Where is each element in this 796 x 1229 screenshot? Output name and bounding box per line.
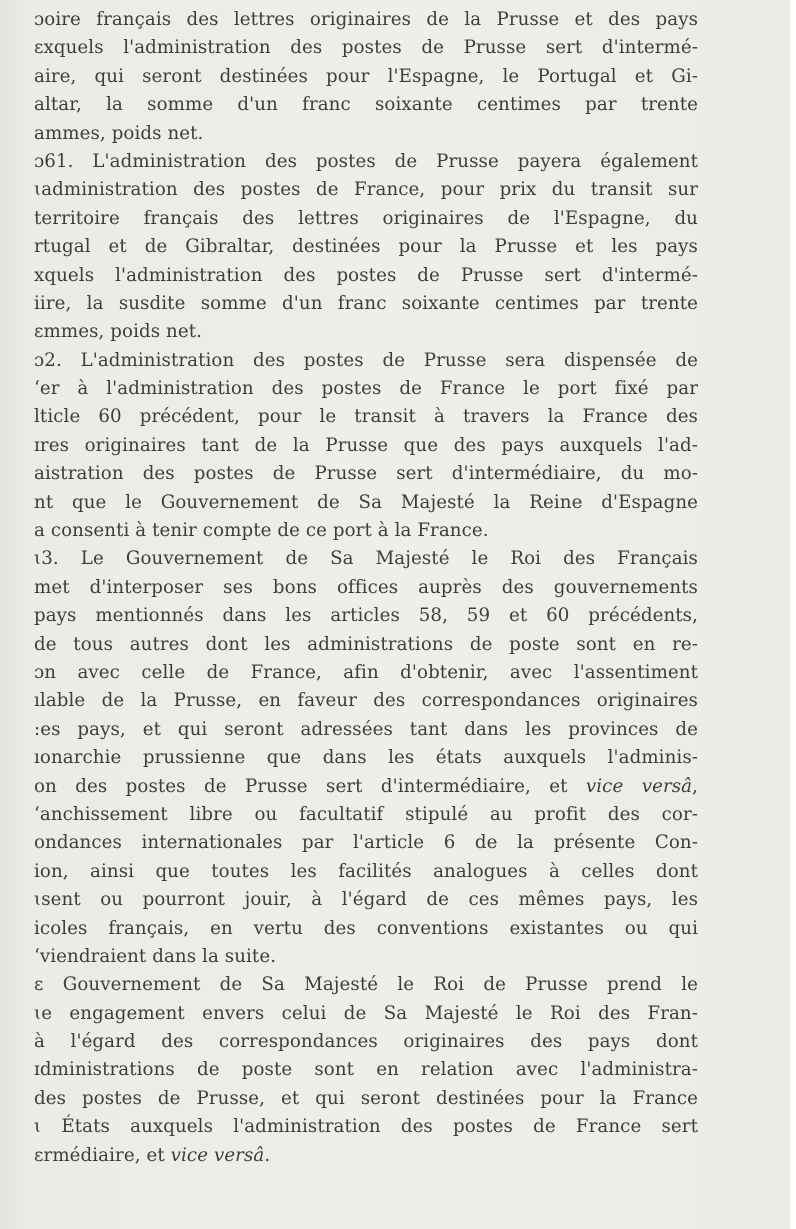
text-line: ɛrmédiaire, et vice versâ.	[34, 1144, 271, 1166]
text-line: on des postes de Prusse sert d'intermédiaire, et vice versâ,	[34, 775, 698, 797]
text-line: ɩadministration des postes de France, pour prix du transit sur	[34, 179, 698, 201]
text-line: ɪdministrations de poste sont en relation avec l'administra-	[34, 1059, 698, 1081]
text-line: ion, ainsi que toutes les facilités analogues à celles dont	[34, 860, 698, 882]
text-line: icoles français, en vertu des conventions existantes ou qui	[34, 917, 698, 939]
text-line: ɔn avec celle de France, afin d'obtenir, avec l'assentiment	[34, 661, 698, 683]
text-line: ɩ États auxquels l'administration des postes de France sert	[34, 1116, 698, 1138]
text-line: ɔ2. L'administration des postes de Prusse sera dispensée de	[34, 349, 698, 371]
text-line: des postes de Prusse, et qui seront destinées pour la France	[34, 1087, 698, 1109]
italic-phrase: vice versâ	[585, 775, 693, 797]
text-line: :es pays, et qui seront adressées tant dans les provinces de	[34, 718, 698, 740]
text-line: lticle 60 précédent, pour le transit à travers la France des	[34, 406, 698, 428]
italic-phrase: vice versâ	[170, 1144, 265, 1166]
text-line: de tous autres dont les administrations de poste sont en re-	[34, 633, 698, 655]
text-line: ɔoire français des lettres originaires de la Prusse et des pays	[34, 9, 698, 30]
text-line: ʻanchissement libre ou facultatif stipulé au profit des cor-	[34, 803, 698, 825]
text-line: ɩe engagement envers celui de Sa Majesté le Roi des Fran-	[34, 1002, 698, 1024]
text-line: rtugal et de Gibraltar, destinées pour la Prusse et les pays	[34, 236, 698, 258]
text-line: ıonarchie prussienne que dans les états auxquels l'adminis-	[34, 747, 698, 769]
text-line: ɛ Gouvernement de Sa Majesté le Roi de Prusse prend le	[34, 974, 698, 996]
text-line: ɪres originaires tant de la Prusse que des pays auxquels l'ad-	[34, 434, 698, 456]
body-text	[34, 6, 698, 1170]
text-line: ondances internationales par l'article 6 de la présente Con-	[34, 832, 698, 854]
text-line: ʻviendraient dans la suite.	[34, 945, 277, 967]
text-line: nt que le Gouvernement de Sa Majesté la Reine d'Espagne	[34, 491, 698, 513]
text-line: ammes, poids net.	[34, 122, 204, 144]
text-line: ılable de la Prusse, en faveur des correspondances originaires	[34, 690, 698, 712]
text-line: ʻer à l'administration des postes de France le port fixé par	[34, 378, 698, 400]
text-line: xquels l'administration des postes de Prusse sert d'intermé-	[34, 264, 698, 286]
text-line: pays mentionnés dans les articles 58, 59 et 60 précédents,	[34, 605, 698, 627]
text-line: à l'égard des correspondances originaires des pays dont	[34, 1031, 698, 1053]
text-line: met d'interposer ses bons offices auprès des gouvernements	[34, 576, 698, 598]
text-line: ɛxquels l'administration des postes de Prusse sert d'intermé-	[34, 37, 698, 59]
text-line: aire, qui seront destinées pour l'Espagne, le Portugal et Gi-	[34, 65, 698, 87]
text-line: iire, la susdite somme d'un franc soixante centimes par trente	[34, 292, 698, 314]
text-line: territoire français des lettres originaires de l'Espagne, du	[34, 207, 698, 229]
text-line: ɩ3. Le Gouvernement de Sa Majesté le Roi des Français	[34, 548, 698, 570]
text-line: aistration des postes de Prusse sert d'intermédiaire, du mo-	[34, 463, 698, 485]
page-margin	[790, 0, 796, 1229]
text-line: a consenti à tenir compte de ce port à la France.	[34, 520, 489, 542]
text-line: altar, la somme d'un franc soixante centimes par trente	[34, 94, 698, 116]
text-line: ɛmmes, poids net.	[34, 321, 203, 343]
text-line: ɔ61. L'administration des postes de Prusse payera également	[34, 150, 698, 172]
text-line: ɩsent ou pourront jouir, à l'égard de ces mêmes pays, les	[34, 889, 698, 911]
